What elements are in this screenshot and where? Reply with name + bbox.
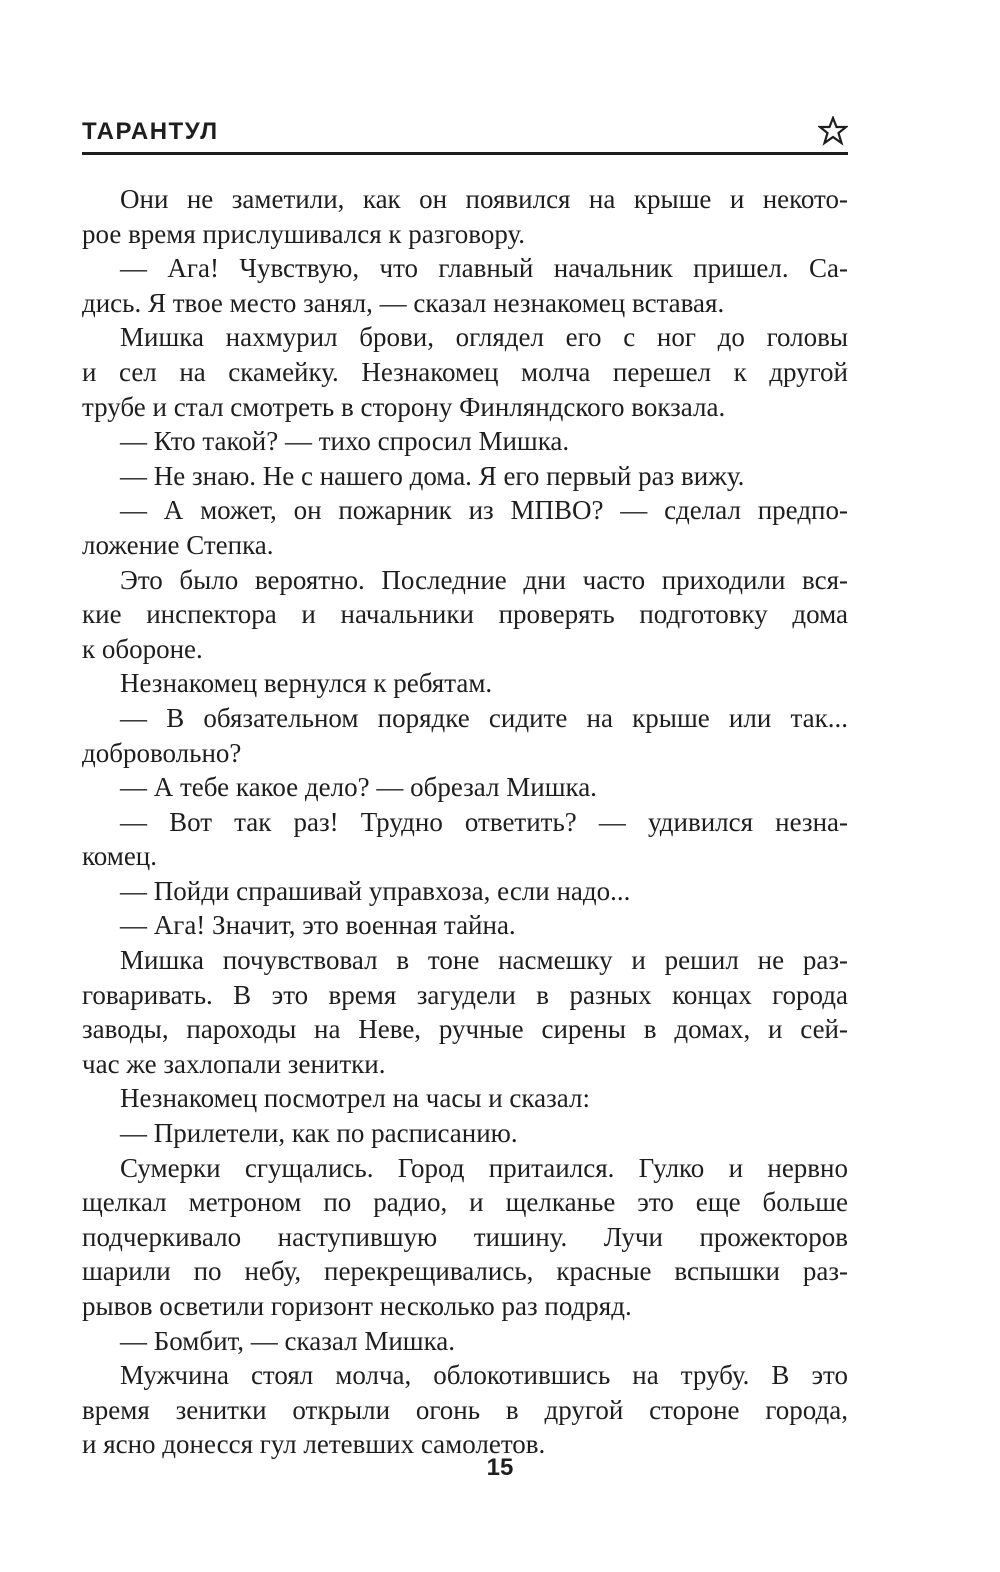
star-outline-icon	[818, 116, 848, 146]
text-line: говаривать. В это время загудели в разных концах города	[82, 979, 848, 1010]
text-line: Мишка нахмурил брови, оглядел его с ног до головы	[120, 322, 848, 353]
text-line: — Не знаю. Не с нашего дома. Я его первый раз вижу.	[120, 460, 745, 491]
text-line: и ясно донесся гул летевших самолетов.	[82, 1429, 546, 1460]
text-line: щелкал метроном по радио, и щелканье это еще больше	[82, 1187, 848, 1218]
text-line: — А может, он пожарник из МПВО? — сделал предпо-	[120, 495, 848, 526]
text-line: трубе и стал смотреть в сторону Финляндского вокзала.	[82, 391, 726, 422]
text-line: рывов осветили горизонт несколько раз подряд.	[82, 1291, 632, 1321]
text-line: ложение Степка.	[82, 529, 274, 560]
text-line: дись. Я твое место занял, — сказал незнакомец вставая.	[82, 287, 725, 318]
text-line: добровольно?	[82, 737, 242, 768]
text-line: и сел на скамейку. Незнакомец молча перешел к другой	[82, 356, 848, 387]
text-line: подчеркивало наступившую тишину. Лучи прожекторов	[82, 1221, 848, 1252]
text-line: — Ага! Чувствую, что главный начальник пришел. Са-	[120, 253, 848, 284]
text-line: — Пойди спрашивай управхоза, если надо...	[120, 875, 631, 906]
text-line: заводы, пароходы на Неве, ручные сирены в домах, и сей-	[82, 1014, 848, 1045]
text-line: шарили по небу, перекрещивались, красные вспышки раз-	[82, 1256, 848, 1287]
text-line: — Прилетели, как по расписанию.	[120, 1118, 518, 1149]
text-line: — Ага! Значит, это военная тайна.	[120, 910, 516, 941]
text-line: Мужчина стоял молча, облокотившись на трубу. В это	[120, 1360, 848, 1391]
running-title: ТАРАНТУЛ	[82, 118, 219, 145]
text-line: время зенитки открыли огонь в другой стороне города,	[82, 1394, 848, 1425]
text-line: — Вот так раз! Трудно ответить? — удивился незна-	[120, 806, 848, 837]
text-line: Это было вероятно. Последние дни часто приходили вся-	[120, 564, 848, 595]
text-line: комец.	[82, 841, 158, 872]
text-line: Сумерки сгущались. Город притаился. Гулко и нервно	[120, 1152, 848, 1183]
text-line: кие инспектора и начальники проверять подготовку дома	[82, 599, 848, 630]
text-line: — В обязательном порядке сидите на крыше или так...	[120, 702, 848, 733]
text-line: Мишка почувствовал в тоне насмешку и решил не раз-	[120, 945, 848, 976]
text-line: — Кто такой? — тихо спросил Мишка.	[120, 426, 570, 457]
text-line: — Бомбит, — сказал Мишка.	[120, 1325, 456, 1356]
text-line: Незнакомец вернулся к ребятам.	[120, 668, 493, 699]
text-line: Незнакомец посмотрел на часы и сказал:	[120, 1083, 590, 1114]
text-line: к обороне.	[82, 633, 203, 664]
running-header	[82, 112, 848, 155]
text-line: рое время прислушивался к разговору.	[82, 218, 526, 249]
page-number: 15	[486, 1454, 514, 1481]
text-line: Они не заметили, как он появился на крыше и некото-	[120, 184, 848, 214]
text-line: час же захлопали зенитки.	[82, 1048, 386, 1079]
text-line: — А тебе какое дело? — обрезал Мишка.	[120, 772, 597, 803]
body-text	[82, 182, 848, 1462]
